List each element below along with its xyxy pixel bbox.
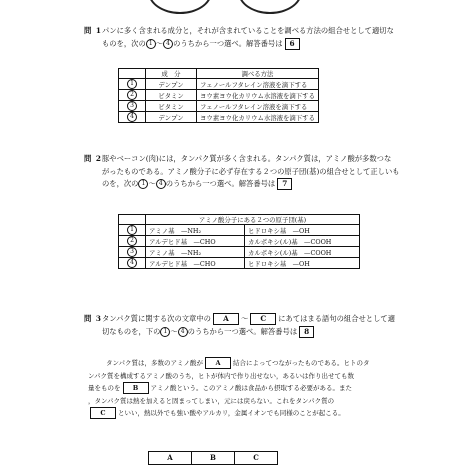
header-c: C [234, 451, 278, 465]
question-text: タンパク質に関する次の文章中の A ～ C にあてはまる語句の組合せとして適 切なものを，下の 1 ～ 4 のうちから一つ選べ。解答番号は 8 [102, 314, 395, 336]
table-row: 4 アルデヒド基 —CHO ヒドロキシ基 —OH [119, 258, 360, 269]
table-row: 4 デンプン ヨウ素ヨウ化カリウム水溶液を滴下する [119, 112, 319, 123]
choice-marker: 1 [160, 327, 170, 337]
answer-number-box: 7 [277, 178, 292, 190]
question-number: 問 1 [84, 26, 102, 35]
choice-marker: 4 [163, 39, 173, 49]
table-row: 2 アルデヒド基 —CHO カルボキシ(ル)基 —COOH [119, 236, 360, 247]
top-decoration-right [238, 0, 302, 14]
header-a: A [148, 451, 192, 465]
choice-marker: 1 [146, 39, 156, 49]
table-row: 1 デンプン フェノールフタレイン溶液を滴下する [119, 79, 319, 90]
table-row: 1 アミノ基 —NH₂ ヒドロキシ基 —OH [119, 225, 360, 236]
table-row: 3 アミノ基 —NH₂ カルボキシ(ル)基 —COOH [119, 247, 360, 258]
question-text: 豚やベーコン(肉)には，タンパク質が多く含まれる。タンパク質は，アミノ酸が多数つな がったものである。アミノ酸分子に必ず存在する２つの原子団(基)の組合せとして正しいも のを，次の 1 ～ 4 のうちから一つ選べ。解答番号は 7 [102, 154, 400, 188]
question-number: 問 2 [84, 154, 102, 163]
answer-number-box: 8 [299, 326, 314, 338]
question-text: パンに多く含まれる成分と，それが含まれていることを調べる方法の組合せとして適切な ものを，次の 1 ～ 4 のうちから一つ選べ。解答番号は 6 [102, 26, 394, 48]
passage-text: タンパク質は，多数のアミノ酸が A 結合によってつながったものである。ヒトのタ ンパク質を構成するアミノ酸のうち，ヒトが体内で作り出せない，あるいは作り出せても数 量をものを B アミノ酸という。このアミノ酸は食品から摂取する必要がある。また ，タンパク質は熱を加えると固まってしまい，元には戻らない。これをタンパク質の C といい，熱以外でも強い酸やアルカリ，金属イオンでも同様のことが起こる。 [88, 359, 370, 417]
blank-box-b: B [123, 382, 149, 394]
answer-table-header [148, 451, 277, 465]
blank-box-c: C [90, 407, 116, 419]
answer-number-box: 6 [285, 38, 300, 50]
choices-table-2: アミノ酸分子にある２つの原子団(基) 1 アミノ基 —NH₂ ヒドロキシ基 —OH 2 アルデヒド基 —CHO カルボキシ(ル)基 —COOH 3 アミノ基 —NH₂ カルボキシ(ル)基 —COOH 4 アルデヒド基 —CHO ヒドロキシ基 —OH [118, 214, 360, 269]
question-number: 問 3 [84, 314, 102, 323]
header-b: B [191, 451, 235, 465]
choice-marker: 4 [156, 179, 166, 189]
top-decoration-left [148, 0, 212, 14]
table-row: 2 ビタミン ヨウ素ヨウ化カリウム水溶液を滴下する [119, 90, 319, 101]
choice-marker: 4 [178, 327, 188, 337]
blank-box-a: A [213, 313, 239, 325]
blank-box-a: A [205, 357, 231, 369]
choice-marker: 1 [138, 179, 148, 189]
choices-table-1: 成 分 調べる方法 1 デンプン フェノールフタレイン溶液を滴下する 2 ビタミン ヨウ素ヨウ化カリウム水溶液を滴下する 3 ビタミン フェノールフタレイン溶液を滴下する 4 デンプン ヨウ素ヨウ化カリウム水溶液を滴下する [118, 68, 319, 123]
blank-box-c: C [250, 313, 276, 325]
table-row: 3 ビタミン フェノールフタレイン溶液を滴下する [119, 101, 319, 112]
